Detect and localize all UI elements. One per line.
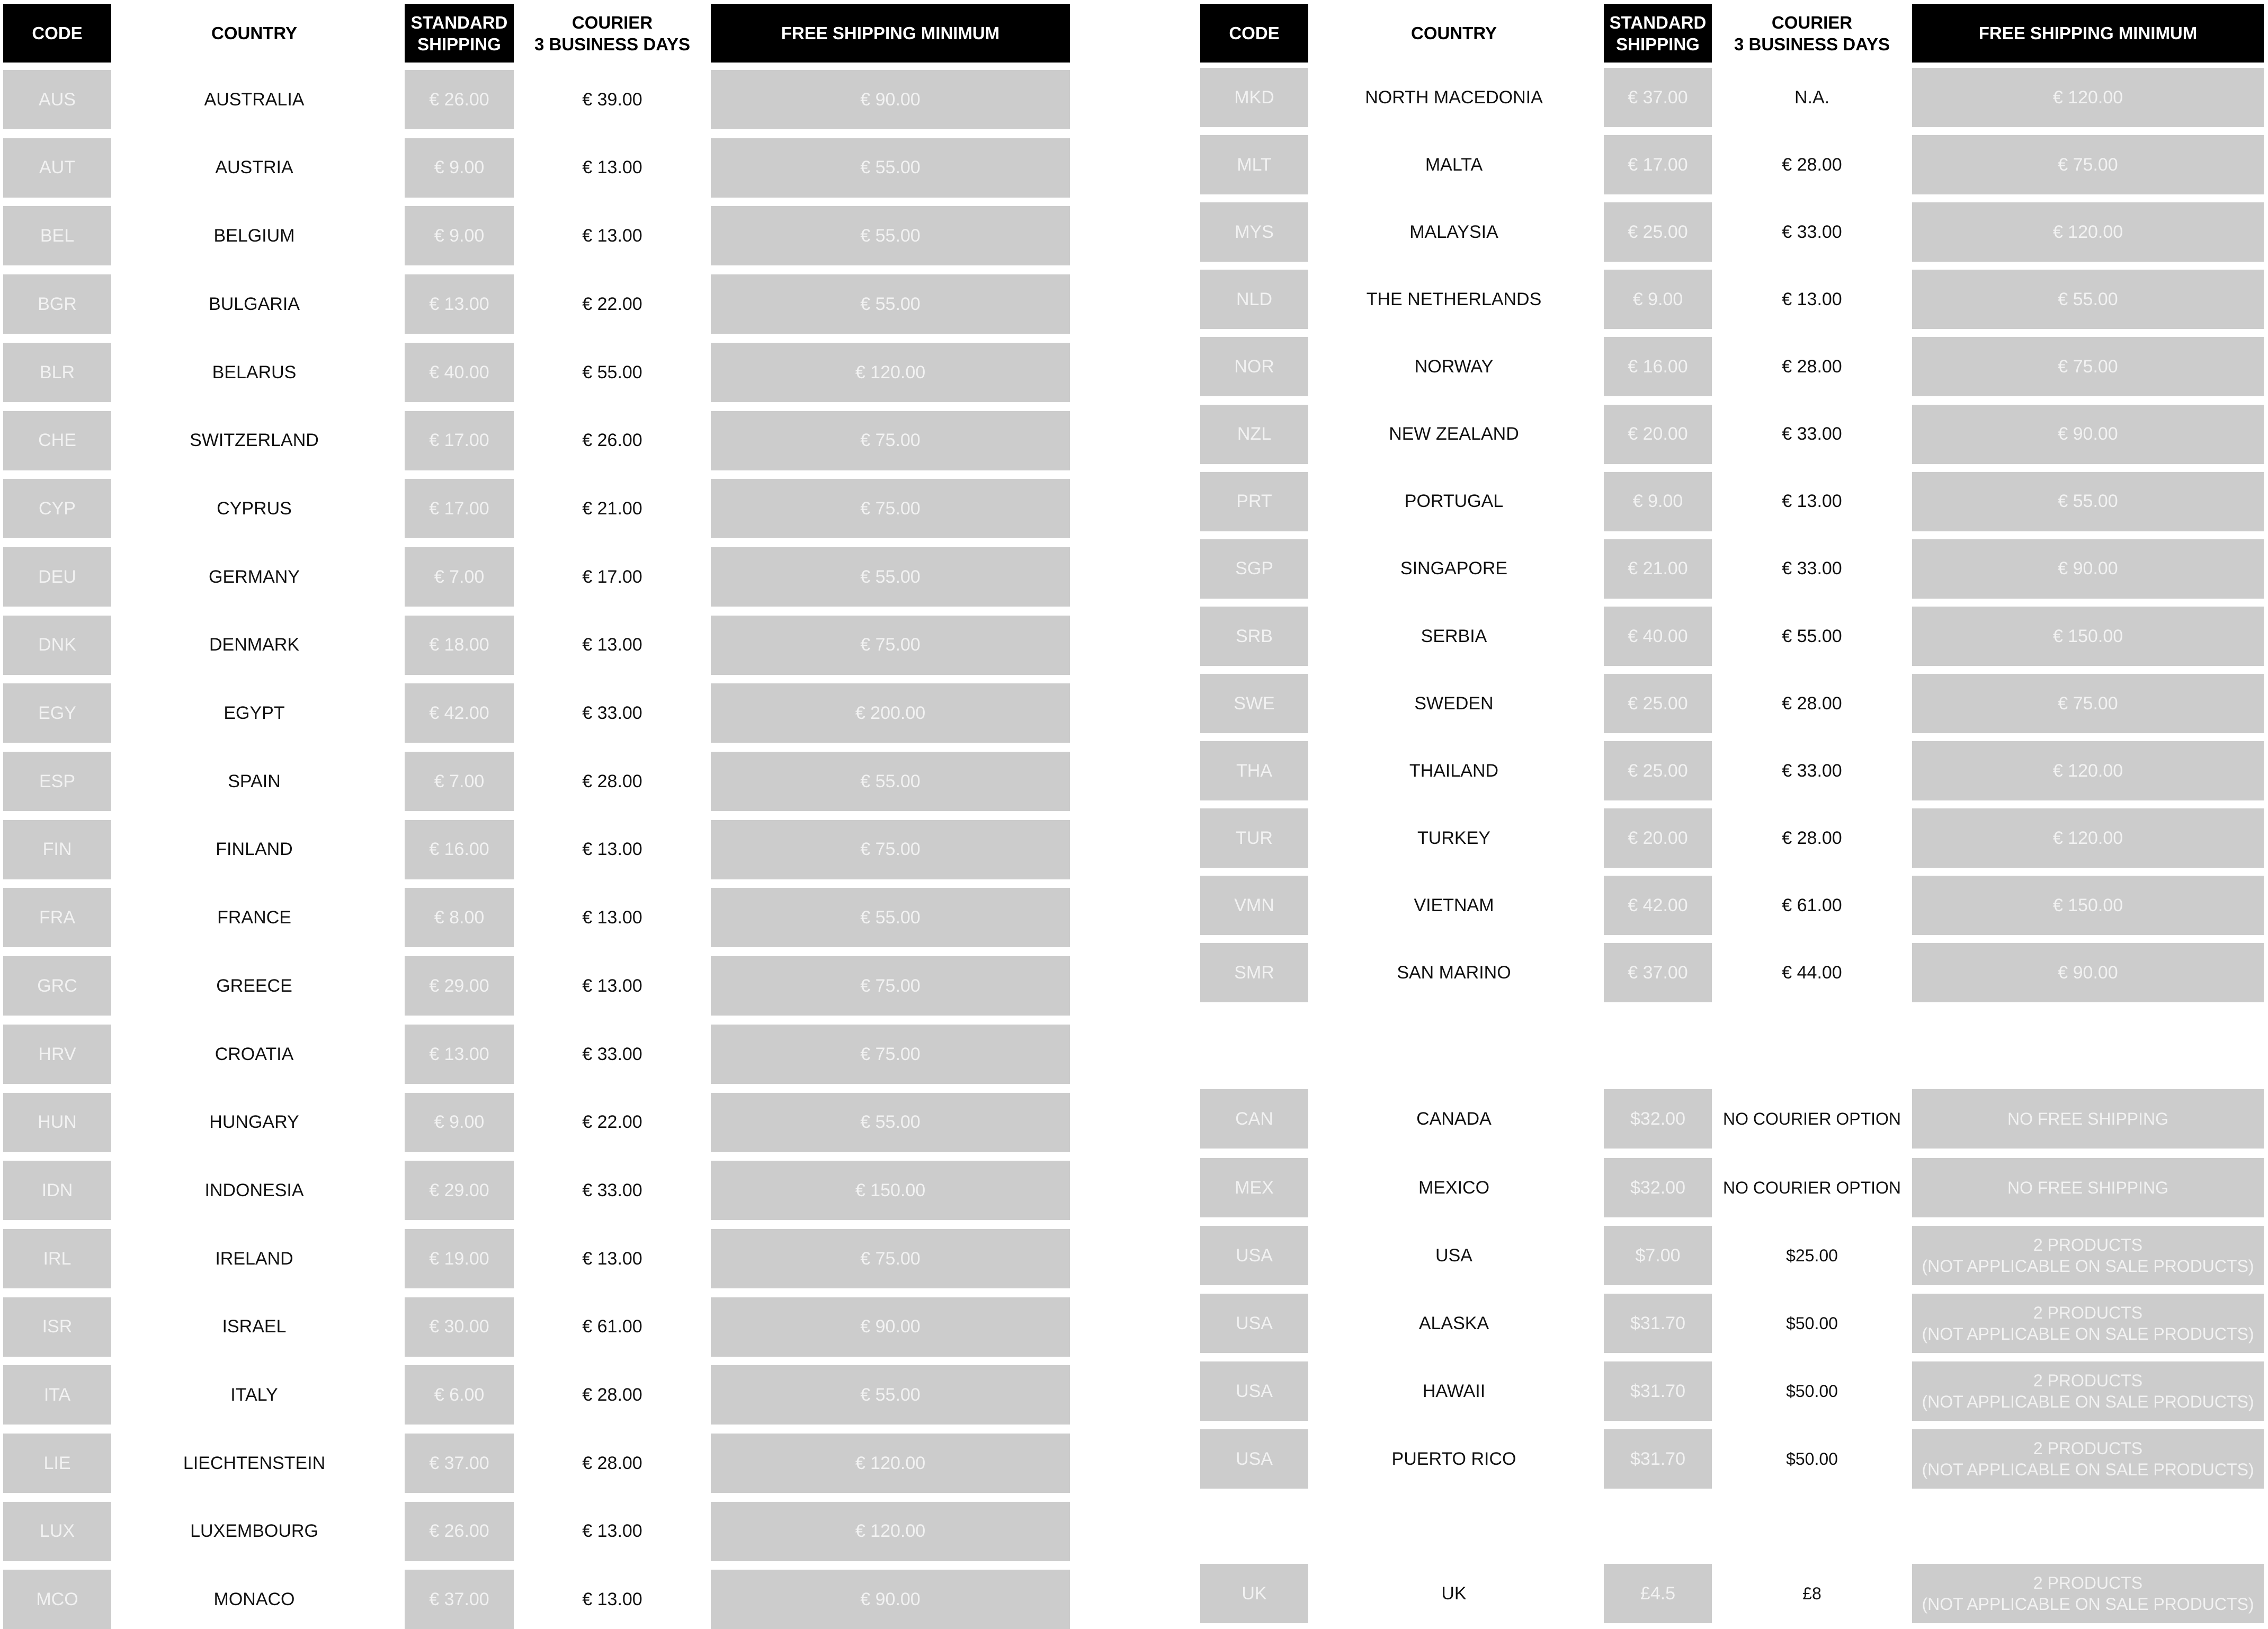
country-name: LIECHTENSTEIN — [183, 1453, 326, 1473]
standard-shipping-price: € 37.00 — [405, 1434, 514, 1493]
table-row — [1200, 674, 2265, 733]
country-code: NLD — [1200, 270, 1308, 329]
country-code: IRL — [3, 1229, 111, 1288]
country-code: GRC — [3, 956, 111, 1016]
courier-price: £8 — [1802, 1584, 1821, 1603]
header-standard-shipping-line2: SHIPPING — [1616, 34, 1700, 54]
country-code: USA — [1200, 1294, 1308, 1353]
free-shipping-minimum: € 55.00 — [711, 138, 1070, 198]
courier-price: € 28.00 — [582, 1453, 642, 1473]
courier-price: € 44.00 — [1782, 963, 1842, 983]
country-name: SINGAPORE — [1400, 558, 1508, 579]
country-code: HRV — [3, 1025, 111, 1084]
table-row — [3, 1297, 1070, 1357]
table-row — [3, 888, 1070, 947]
standard-shipping-price: € 8.00 — [405, 888, 514, 947]
table-row — [3, 752, 1070, 811]
header-free-shipping-minimum: FREE SHIPPING MINIMUM — [711, 4, 1070, 63]
table-row — [1200, 1294, 2265, 1353]
free-shipping-minimum: € 75.00 — [711, 411, 1070, 470]
courier-price: $50.00 — [1786, 1382, 1838, 1401]
free-shipping-minimum: € 55.00 — [711, 752, 1070, 811]
country-code: DNK — [3, 616, 111, 675]
free-shipping-minimum: € 55.00 — [1912, 472, 2264, 531]
table-row — [1200, 808, 2265, 868]
free-shipping-minimum: € 55.00 — [711, 888, 1070, 947]
country-code: NZL — [1200, 405, 1308, 464]
courier-price: € 17.00 — [582, 566, 642, 587]
free-shipping-minimum: € 120.00 — [1912, 68, 2264, 127]
standard-shipping-price: € 18.00 — [405, 616, 514, 675]
courier-price: $50.00 — [1786, 1314, 1838, 1333]
free-shipping-minimum — [1912, 1361, 2264, 1421]
country-name: NORWAY — [1414, 357, 1494, 377]
free-shipping-minimum — [1912, 1158, 2264, 1217]
standard-shipping-price: € 9.00 — [405, 138, 514, 198]
standard-shipping-price: € 19.00 — [405, 1229, 514, 1288]
free-shipping-minimum: € 150.00 — [1912, 607, 2264, 666]
standard-shipping-price: € 25.00 — [1604, 741, 1712, 800]
standard-shipping-price: $31.70 — [1604, 1361, 1712, 1421]
courier-price: € 33.00 — [582, 703, 642, 724]
standard-shipping-price: € 9.00 — [405, 1093, 514, 1152]
table-row — [1200, 1226, 2265, 1285]
free-shipping-minimum: € 75.00 — [711, 956, 1070, 1016]
country-name: SPAIN — [228, 771, 281, 791]
free-shipping-minimum-line1: 2 PRODUCTS — [2033, 1439, 2143, 1458]
table-row — [3, 343, 1070, 402]
free-shipping-minimum: € 75.00 — [711, 479, 1070, 538]
free-shipping-minimum: € 90.00 — [1912, 943, 2264, 1002]
table-row — [3, 616, 1070, 675]
table-row — [3, 1025, 1070, 1084]
table-row — [1200, 1361, 2265, 1421]
country-code: MYS — [1200, 202, 1308, 262]
country-name: SWITZERLAND — [190, 430, 319, 451]
standard-shipping-price: € 16.00 — [1604, 337, 1712, 396]
courier-price: € 28.00 — [1782, 357, 1842, 377]
courier-price: € 21.00 — [582, 498, 642, 519]
country-name: ALASKA — [1418, 1313, 1489, 1333]
header-code: CODE — [1200, 4, 1308, 63]
free-shipping-minimum — [1912, 1564, 2264, 1623]
courier-price: € 22.00 — [582, 1112, 642, 1133]
free-shipping-minimum: € 200.00 — [711, 683, 1070, 743]
country-name: FINLAND — [216, 839, 293, 860]
standard-shipping-price: € 17.00 — [405, 411, 514, 470]
table-row — [3, 1434, 1070, 1493]
country-name: LUXEMBOURG — [190, 1521, 318, 1542]
standard-shipping-price: € 9.00 — [1604, 472, 1712, 531]
table-row — [1200, 1564, 2265, 1623]
country-code: HUN — [3, 1093, 111, 1152]
table-row — [1200, 202, 2265, 262]
courier-price: N.A. — [1794, 87, 1830, 108]
table-row — [3, 956, 1070, 1016]
free-shipping-minimum-line2: (NOT APPLICABLE ON SALE PRODUCTS) — [1922, 1324, 2254, 1343]
standard-shipping-price: € 37.00 — [405, 1570, 514, 1629]
table-row — [1200, 135, 2265, 194]
country-name: MALAYSIA — [1409, 221, 1498, 242]
country-name: VIETNAM — [1414, 895, 1494, 915]
standard-shipping-price: € 13.00 — [405, 274, 514, 334]
table-row — [3, 206, 1070, 265]
courier-price: € 55.00 — [1782, 626, 1842, 646]
country-name: ISRAEL — [222, 1316, 287, 1337]
country-name: PUERTO RICO — [1391, 1448, 1516, 1469]
header-standard-shipping-line1: STANDARD — [1609, 12, 1707, 32]
country-name: USA — [1435, 1245, 1472, 1266]
country-code: FRA — [3, 888, 111, 947]
table-row — [1200, 1089, 2265, 1149]
table-row — [3, 1229, 1070, 1288]
country-code: AUT — [3, 138, 111, 198]
free-shipping-minimum: € 150.00 — [711, 1161, 1070, 1220]
header-row — [1200, 4, 2265, 63]
country-name: THAILAND — [1409, 760, 1499, 781]
country-code: TUR — [1200, 808, 1308, 868]
courier-price: € 13.00 — [1782, 491, 1842, 512]
standard-shipping-price: € 30.00 — [405, 1297, 514, 1357]
free-shipping-minimum: € 90.00 — [711, 1570, 1070, 1629]
country-code: BGR — [3, 274, 111, 334]
country-code: PRT — [1200, 472, 1308, 531]
table-row — [3, 683, 1070, 743]
free-shipping-minimum: € 55.00 — [711, 1365, 1070, 1425]
country-name: MALTA — [1425, 154, 1483, 175]
free-shipping-minimum: € 90.00 — [711, 1297, 1070, 1357]
table-row — [3, 1093, 1070, 1152]
courier-price: € 26.00 — [582, 430, 642, 451]
courier-price: € 13.00 — [582, 1589, 642, 1610]
table-row — [3, 1365, 1070, 1425]
country-name: BULGARIA — [209, 293, 300, 314]
courier-price: € 28.00 — [582, 1385, 642, 1405]
header-country: COUNTRY — [1411, 23, 1497, 43]
courier-price: € 28.00 — [1782, 154, 1842, 175]
free-shipping-minimum — [1912, 1429, 2264, 1489]
country-name: BELARUS — [212, 362, 297, 382]
country-code: VMN — [1200, 876, 1308, 935]
country-name: INDONESIA — [204, 1180, 304, 1200]
courier-price: € 28.00 — [1782, 693, 1842, 714]
courier-price: € 39.00 — [582, 89, 642, 110]
free-shipping-minimum: € 55.00 — [1912, 270, 2264, 329]
free-shipping-minimum-line2: (NOT APPLICABLE ON SALE PRODUCTS) — [1922, 1595, 2254, 1614]
standard-shipping-price: € 20.00 — [1604, 808, 1712, 868]
free-shipping-minimum: € 120.00 — [711, 1502, 1070, 1561]
table-row — [1200, 539, 2265, 599]
country-name: NEW ZEALAND — [1389, 424, 1519, 444]
table-row — [1200, 1158, 2265, 1217]
table-row — [3, 820, 1070, 879]
header-courier-line1: COURIER — [1771, 12, 1853, 32]
header-standard-shipping-line2: SHIPPING — [417, 34, 501, 54]
country-name: TURKEY — [1417, 827, 1490, 848]
courier-price: € 13.00 — [582, 226, 642, 246]
country-code: BEL — [3, 206, 111, 265]
courier-price: € 61.00 — [1782, 895, 1842, 915]
table-row — [1200, 876, 2265, 935]
free-shipping-minimum: € 120.00 — [711, 343, 1070, 402]
courier-price: € 13.00 — [1782, 289, 1842, 310]
free-shipping-minimum: € 75.00 — [1912, 674, 2264, 733]
country-name: CYPRUS — [217, 498, 292, 519]
country-code: USA — [1200, 1361, 1308, 1421]
free-shipping-minimum: € 75.00 — [711, 616, 1070, 675]
standard-shipping-price: € 26.00 — [405, 1502, 514, 1561]
free-shipping-minimum: € 75.00 — [711, 1229, 1070, 1288]
free-shipping-minimum-line2: (NOT APPLICABLE ON SALE PRODUCTS) — [1922, 1392, 2254, 1411]
courier-price: € 13.00 — [582, 1521, 642, 1542]
country-code: MLT — [1200, 135, 1308, 194]
country-name: SERBIA — [1421, 626, 1487, 646]
table-row — [3, 479, 1070, 538]
free-shipping-minimum-line1: NO FREE SHIPPING — [2007, 1178, 2169, 1197]
country-name: FRANCE — [217, 907, 291, 928]
country-name: NORTH MACEDONIA — [1365, 87, 1543, 108]
free-shipping-minimum — [1912, 1226, 2264, 1285]
free-shipping-minimum-line2: (NOT APPLICABLE ON SALE PRODUCTS) — [1922, 1460, 2254, 1479]
standard-shipping-price: £4.5 — [1604, 1564, 1712, 1623]
free-shipping-minimum: € 120.00 — [1912, 202, 2264, 262]
free-shipping-minimum — [1912, 1089, 2264, 1149]
country-name: SWEDEN — [1414, 693, 1494, 714]
table-row — [3, 1161, 1070, 1220]
standard-shipping-price: € 25.00 — [1604, 674, 1712, 733]
courier-price: NO COURIER OPTION — [1722, 1178, 1901, 1197]
country-name: MONACO — [213, 1589, 295, 1610]
table-row — [3, 138, 1070, 198]
country-code: IDN — [3, 1161, 111, 1220]
free-shipping-minimum: € 90.00 — [711, 70, 1070, 129]
country-name: UK — [1441, 1583, 1467, 1604]
country-code: UK — [1200, 1564, 1308, 1623]
country-name: MEXICO — [1418, 1177, 1490, 1198]
free-shipping-minimum: € 55.00 — [711, 547, 1070, 607]
country-code: SWE — [1200, 674, 1308, 733]
free-shipping-minimum: € 120.00 — [1912, 741, 2264, 800]
header-country: COUNTRY — [211, 23, 297, 43]
country-code: CYP — [3, 479, 111, 538]
courier-price: € 13.00 — [582, 635, 642, 655]
standard-shipping-price: € 20.00 — [1604, 405, 1712, 464]
free-shipping-minimum-line1: 2 PRODUCTS — [2033, 1371, 2143, 1390]
standard-shipping-price: € 9.00 — [405, 206, 514, 265]
header-courier-line2: 3 BUSINESS DAYS — [534, 34, 691, 54]
country-code: SRB — [1200, 607, 1308, 666]
header-code: CODE — [3, 4, 111, 63]
header-courier — [1712, 4, 1912, 63]
country-name: GERMANY — [209, 566, 300, 587]
table-row — [1200, 741, 2265, 800]
country-name: HUNGARY — [209, 1112, 299, 1133]
standard-shipping-price: € 9.00 — [1604, 270, 1712, 329]
standard-shipping-price: $31.70 — [1604, 1294, 1712, 1353]
country-code: MEX — [1200, 1158, 1308, 1217]
free-shipping-minimum: € 75.00 — [711, 1025, 1070, 1084]
table-row — [1200, 472, 2265, 531]
country-code: DEU — [3, 547, 111, 607]
standard-shipping-price: € 16.00 — [405, 820, 514, 879]
country-name: EGYPT — [224, 703, 285, 724]
country-code: MCO — [3, 1570, 111, 1629]
header-courier — [514, 4, 711, 63]
standard-shipping-price: € 21.00 — [1604, 539, 1712, 599]
standard-shipping-price: € 7.00 — [405, 547, 514, 607]
country-name: CROATIA — [215, 1044, 294, 1064]
courier-price: € 33.00 — [582, 1180, 642, 1200]
country-code: LIE — [3, 1434, 111, 1493]
table-row — [1200, 607, 2265, 666]
header-courier-line1: COURIER — [572, 12, 653, 32]
country-name: AUSTRIA — [215, 157, 293, 178]
table-row — [3, 274, 1070, 334]
courier-price: € 13.00 — [582, 157, 642, 178]
country-code: ESP — [3, 752, 111, 811]
country-name: THE NETHERLANDS — [1366, 289, 1542, 310]
free-shipping-minimum-line1: NO FREE SHIPPING — [2007, 1109, 2169, 1128]
free-shipping-minimum: € 55.00 — [711, 206, 1070, 265]
country-name: HAWAII — [1422, 1381, 1486, 1401]
country-name: CANADA — [1416, 1108, 1492, 1129]
standard-shipping-price: € 29.00 — [405, 956, 514, 1016]
country-code: CHE — [3, 411, 111, 470]
table-row — [1200, 1429, 2265, 1489]
standard-shipping-price: € 17.00 — [405, 479, 514, 538]
country-code: AUS — [3, 70, 111, 129]
header-row — [3, 4, 1070, 63]
courier-price: € 33.00 — [1782, 221, 1842, 242]
header-courier-line2: 3 BUSINESS DAYS — [1734, 34, 1890, 54]
country-code: THA — [1200, 741, 1308, 800]
standard-shipping-price: € 40.00 — [1604, 607, 1712, 666]
header-free-shipping-minimum: FREE SHIPPING MINIMUM — [1912, 4, 2264, 63]
free-shipping-minimum: € 120.00 — [1912, 808, 2264, 868]
free-shipping-minimum: € 75.00 — [711, 820, 1070, 879]
table-row — [1200, 337, 2265, 396]
header-standard-shipping — [1604, 4, 1712, 63]
free-shipping-minimum-line2: (NOT APPLICABLE ON SALE PRODUCTS) — [1922, 1257, 2254, 1276]
country-name: SAN MARINO — [1397, 963, 1511, 983]
free-shipping-minimum: € 120.00 — [711, 1434, 1070, 1493]
country-name: PORTUGAL — [1404, 491, 1504, 512]
standard-shipping-price: € 42.00 — [405, 683, 514, 743]
country-code: USA — [1200, 1429, 1308, 1489]
table-row — [1200, 943, 2265, 1002]
country-name: ITALY — [230, 1385, 278, 1405]
table-row — [1200, 270, 2265, 329]
free-shipping-minimum: € 90.00 — [1912, 405, 2264, 464]
table-row — [3, 1570, 1070, 1629]
standard-shipping-price: € 25.00 — [1604, 202, 1712, 262]
courier-price: € 33.00 — [582, 1044, 642, 1064]
courier-price: € 28.00 — [582, 771, 642, 791]
header-standard-shipping — [405, 4, 514, 63]
courier-price: € 13.00 — [582, 839, 642, 860]
standard-shipping-price: $32.00 — [1604, 1089, 1712, 1149]
free-shipping-minimum — [1912, 1294, 2264, 1353]
country-code: ITA — [3, 1365, 111, 1425]
table-row — [3, 411, 1070, 470]
country-name: BELGIUM — [213, 226, 295, 246]
courier-price: € 33.00 — [1782, 760, 1842, 781]
courier-price: € 13.00 — [582, 975, 642, 996]
standard-shipping-price: € 42.00 — [1604, 876, 1712, 935]
free-shipping-minimum: € 55.00 — [711, 274, 1070, 334]
courier-price: € 33.00 — [1782, 558, 1842, 579]
country-code: LUX — [3, 1502, 111, 1561]
free-shipping-minimum-line1: 2 PRODUCTS — [2033, 1235, 2143, 1254]
free-shipping-minimum-line1: 2 PRODUCTS — [2033, 1573, 2143, 1592]
standard-shipping-price: € 26.00 — [405, 70, 514, 129]
courier-price: $25.00 — [1786, 1246, 1838, 1265]
standard-shipping-price: $7.00 — [1604, 1226, 1712, 1285]
free-shipping-minimum: € 75.00 — [1912, 135, 2264, 194]
table-row — [3, 547, 1070, 607]
standard-shipping-price: € 17.00 — [1604, 135, 1712, 194]
table-row — [3, 70, 1070, 129]
standard-shipping-price: € 29.00 — [405, 1161, 514, 1220]
free-shipping-minimum: € 55.00 — [711, 1093, 1070, 1152]
courier-price: € 13.00 — [582, 1248, 642, 1269]
standard-shipping-price: € 40.00 — [405, 343, 514, 402]
country-code: CAN — [1200, 1089, 1308, 1149]
courier-price: € 33.00 — [1782, 424, 1842, 444]
free-shipping-minimum: € 75.00 — [1912, 337, 2264, 396]
country-code: SMR — [1200, 943, 1308, 1002]
standard-shipping-price: $31.70 — [1604, 1429, 1712, 1489]
standard-shipping-price: € 13.00 — [405, 1025, 514, 1084]
courier-price: € 28.00 — [1782, 827, 1842, 848]
standard-shipping-price: € 6.00 — [405, 1365, 514, 1425]
country-code: ISR — [3, 1297, 111, 1357]
courier-price: € 22.00 — [582, 293, 642, 314]
courier-price: € 55.00 — [582, 362, 642, 382]
courier-price: $50.00 — [1786, 1449, 1838, 1468]
courier-price: € 61.00 — [582, 1316, 642, 1337]
courier-price: NO COURIER OPTION — [1722, 1109, 1901, 1128]
standard-shipping-price: € 37.00 — [1604, 943, 1712, 1002]
country-code: NOR — [1200, 337, 1308, 396]
country-name: AUSTRALIA — [204, 89, 305, 110]
free-shipping-minimum-line1: 2 PRODUCTS — [2033, 1303, 2143, 1322]
country-name: GREECE — [216, 975, 292, 996]
country-code: EGY — [3, 683, 111, 743]
country-code: MKD — [1200, 68, 1308, 127]
free-shipping-minimum: € 150.00 — [1912, 876, 2264, 935]
free-shipping-minimum: € 90.00 — [1912, 539, 2264, 599]
country-name: IRELAND — [215, 1248, 293, 1269]
country-code: USA — [1200, 1226, 1308, 1285]
courier-price: € 13.00 — [582, 907, 642, 928]
table-row — [3, 1502, 1070, 1561]
standard-shipping-price: $32.00 — [1604, 1158, 1712, 1217]
country-code: BLR — [3, 343, 111, 402]
standard-shipping-price: € 7.00 — [405, 752, 514, 811]
country-code: SGP — [1200, 539, 1308, 599]
table-row — [1200, 68, 2265, 127]
header-standard-shipping-line1: STANDARD — [410, 12, 508, 32]
table-row — [1200, 405, 2265, 464]
country-name: DENMARK — [209, 635, 300, 655]
country-code: FIN — [3, 820, 111, 879]
standard-shipping-price: € 37.00 — [1604, 68, 1712, 127]
